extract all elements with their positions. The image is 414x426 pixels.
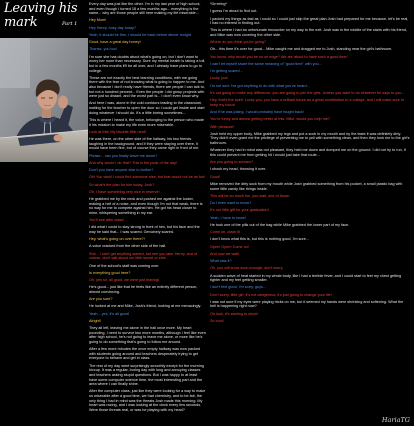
- story-paragraph: And why would I do that? This is the peak of the day!: [89, 160, 178, 165]
- story-paragraph: You're funny and almost getting better at this, Mike, would you help me?: [210, 117, 330, 122]
- story-paragraph: He was there, on the other side of the hallway, his two friends laughing in the background, and if they were staying over there, it would have been fine, but of course they came right in front of me.: [89, 137, 200, 151]
- story-paragraph: Josh held my upper body, Mike grabbed my legs and put a sock in my mouth and by the taste it was definitely dirty. They didn't even grant me the privilege of preventing me to yell with something clean, and then they took me to the girl's bathroom.: [210, 131, 410, 146]
- left-text-column: [89, 2, 206, 412]
- story-paragraph: I guess I'm about to find out.: [210, 9, 258, 14]
- story-paragraph: He grabbed me by the neck and pushed me against the locker, making a hell of a noise, and even though I'm not that weak, there is no way for me to compete against him. He got his head closer to mine, whispering something in my ear.: [89, 197, 203, 215]
- story-paragraph: Is everything good here?: [89, 270, 131, 275]
- story-paragraph: After the computer class, just like they were looking for a way to make us miserable after a good time, we had chemistry, and to be fair, the only thing I had in mind was the threats Josh made this morning. My heart was racing, and I was looking at the clock every few seconds. Were those threats real, or was he playing with my head?: [89, 389, 206, 412]
- story-paragraph: Yeah, it should be fine, I should be back before dinner tonight.: [89, 32, 193, 37]
- story-paragraph: I did what I could to stay strong in front of him, but his face and the way he said that... I was scared. Genuinely scared.: [89, 225, 200, 234]
- story-paragraph: Open! Open! Come on!: [210, 244, 249, 249]
- story-paragraph: Hey Mom!: [89, 18, 107, 23]
- hand-on-cheek: [58, 96, 68, 109]
- story-paragraph: Oh look, it's starting to show!: [210, 311, 259, 316]
- story-paragraph: You'll see after class!: [89, 218, 125, 223]
- story-paragraph: Shit... I can't get anything started, but see you later Henry, and of course, don't talk about our little secret or else...: [89, 251, 198, 261]
- story-paragraph: And if he was joking, I would probably have fought back!: [210, 110, 304, 115]
- story-paragraph: Do I even want to know?: [210, 201, 252, 206]
- story-paragraph: It's not going to make any difference, you are going to join the girls. Unless you want to do whatever he says to you...: [210, 90, 405, 95]
- story-paragraph: I'm sure she has doubts about what's going on, but I don't want to worry her more than necessary. Sure my mental health is taking a toll, but in a few months it'll be all over, and I already have plans to go to college.: [89, 54, 206, 73]
- resting-hand: [54, 135, 63, 142]
- story-paragraph: Whatever they had in mind was not pleasant, they held me down and dumped me on the ground. I did not try to run, if this could prevent me from getting hit I would just take that route...: [210, 148, 406, 157]
- story-paragraph: I'm getting scared...: [210, 69, 243, 74]
- story-paragraph: Hey, what's going on over there?!: [89, 237, 145, 242]
- story-paragraph: And now we wait!: [210, 251, 240, 256]
- story-paragraph: Yeah, I have to know!: [210, 215, 246, 220]
- story-paragraph: What was it?: [210, 259, 232, 264]
- story-paragraph: He took one of the pills out of the bag while Mike grabbed the lower part of my face.: [210, 222, 350, 227]
- story-paragraph: Oh, you will know soon enough, don't worry.: [210, 266, 284, 271]
- story-paragraph: It's our little gift for your graduation!: [210, 208, 269, 213]
- story-paragraph: I was not sure if my eyes were playing tricks on me, but it seemed my hands were shrinking and softening. What the hell is happening right now?: [210, 299, 404, 309]
- window-light: [0, 38, 30, 88]
- story-paragraph: Oh... this time it's over for good... Mike caught me and dragged me to Josh, standing near the girl's bathroom.: [210, 47, 393, 52]
- story-paragraph: Come on, down it!: [210, 230, 241, 235]
- story-paragraph: Are you going to scream?: [210, 160, 253, 165]
- story-paragraph: Hey, that's the spirit. Lucky you, you have a brilliant future as a great contribution to a college, and I will make sure to keep my focus!: [210, 98, 405, 107]
- story-paragraph: Every day was just like the other. I'm in my last year of high school, and even though I turned 18 a few months ago... everything is the same... why are those people still here making my life miserable...: [89, 2, 201, 16]
- story-paragraph: Yeah... yes, it's all good!: [89, 311, 130, 316]
- story-paragraph: He's good... just like that he feels like an entirely different person, almost convincing.: [89, 285, 198, 294]
- story-paragraph: After a few more minutes the once empty hallway was now packed with students going around and teachers desperately trying to get everyone to behave and get in class.: [89, 347, 201, 361]
- story-paragraph: I don't know what this is, but this is nothing good, I'm sure...: [210, 237, 309, 242]
- story-paragraph: These are not exactly the best learning conditions, with me going there with the fear of not knowing what is going to happen to me. And also because I don't really have friends, there are people I can talk to, but not a hundred percent... Even the people I did group projects with were just so distant, and the worst part is... I don't even know why.: [89, 75, 205, 99]
- story-paragraph: Mike removed the dirty sock from my mouth while Josh grabbed something from his pocket, a small plastic bag with some little candy like things inside.: [210, 181, 403, 191]
- story-paragraph: I packed my things as fast as I could so I could just skip the great plan Josh had prepared for me because, let's be real, I had no interest in finding out.: [210, 16, 409, 26]
- right-text-column: [210, 2, 410, 408]
- story-paragraph: I'm not sure I've got anything to do with what you've heard...: [210, 83, 310, 88]
- story-paragraph: I shook my head, throwing it over.: [210, 167, 267, 172]
- story-paragraph: Look at this! My favorite little nerd!: [89, 129, 147, 134]
- story-paragraph: Where do you think you're going?: [210, 40, 266, 45]
- story-paragraph: And here I was, alone in the cold corridors leading to the classroom, waiting for the teacher to open the door so I could get inside and start doing whatever I should do. It's a little boring sometimes...: [89, 101, 205, 115]
- story-paragraph: You know, why would you be so on edge? We are about to have such a good time!: [210, 54, 348, 59]
- story-title: Leaving his mark: [4, 1, 78, 30]
- story-paragraph: This is where I heard it, the voice, belonging to the person who made it his mission to make my life even more miserable.: [89, 117, 204, 127]
- story-paragraph: Thanks, you too!: [89, 47, 117, 52]
- story-paragraph: Please... can you finally leave me alone?: [89, 153, 158, 158]
- story-paragraph: This will be so much fun, you wait, one of those...: [210, 193, 293, 198]
- boy-at-desk-photo: [0, 38, 88, 162]
- story-paragraph: A sudden wave of heat started in my whole body, like I had a terrible fever, and I could start to feel my chest getting tighter and my feet getting smaller.: [210, 273, 402, 283]
- story-paragraph: This is where I had an unfortunate encounter on my way to the exit. Josh was in the middle of the stairs with his friend, and Mike was now covering the other side.: [210, 28, 407, 37]
- story-paragraph: With pleasure!: [210, 124, 235, 129]
- story-paragraph: He looked at me and Mike, Josh's friend, looking at me menacingly.: [89, 304, 202, 309]
- story-paragraph: Oh, I have something very nice in reserve!: [89, 189, 160, 194]
- story-paragraph: So cool!: [210, 318, 224, 323]
- photo-illustration: [0, 38, 88, 162]
- story-paragraph: Don't you have anyone else to bother?: [89, 168, 154, 173]
- story-paragraph: Oh, yes sir, all good, we were just leaving!: [89, 278, 160, 283]
- story-paragraph: I can't let myself share the same meaning of "good time" with you...: [210, 61, 322, 66]
- story-paragraph: Hey Henry, busy day today?: [89, 25, 137, 30]
- story-paragraph: Are you sure?: [89, 297, 113, 302]
- story-paragraph: Alright!: [89, 318, 101, 323]
- author-signature: HariaTG: [381, 416, 410, 424]
- story-paragraph: Lucky you!: [210, 76, 229, 81]
- story-paragraph: So what's the plan for him today, Josh?: [89, 182, 155, 187]
- story-paragraph: The rest of my day went surprisingly smoothly except for the morning hiccup. It was a regular, boring day with long and annoying classes and teachers asking stupid questions. But I was happy to at least have some computer science time, the most interesting part and the area where I can finally shine.: [89, 363, 204, 387]
- story-paragraph: One of the school's staff was coming over.: [89, 263, 160, 268]
- neck: [42, 108, 51, 118]
- story-paragraph: Good, have a great day honey!: [89, 40, 141, 45]
- story-paragraph: *Drrrrring*: [210, 2, 227, 6]
- story-paragraph: Don't worry, little girl, it's not dangerous, it's just going to change your life!: [210, 292, 332, 297]
- story-paragraph: Oh! You wish! I could find someone else, but that would not be as fun!: [89, 175, 206, 180]
- story-paragraph: Good!: [210, 174, 221, 179]
- story-paragraph: They all left, leaving me alone in the hall once more. My heart pounding, I need to survive two more months, although I feel like even after high school, he's not going to leave me alone, or more like he's going to do something that's going to follow me around.: [89, 326, 206, 345]
- story-paragraph: A voice cracked from the other side of the hall.: [89, 244, 167, 249]
- story-paragraph: I don't feel good, I'm sorry, guys...: [210, 285, 266, 290]
- part-label: Part 1: [62, 21, 78, 27]
